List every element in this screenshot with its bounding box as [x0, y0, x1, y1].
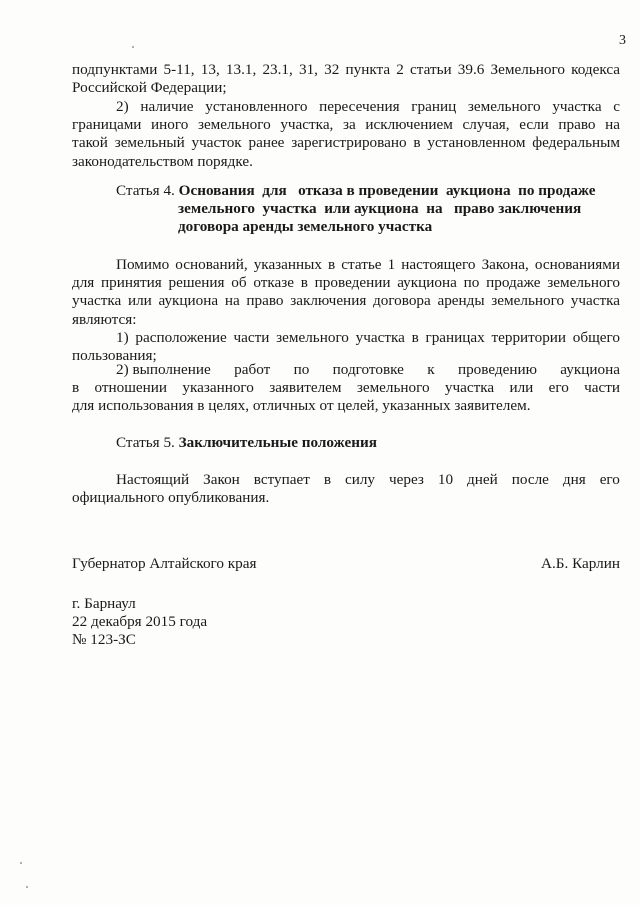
- article4-title-line3: договора аренды земельного участка: [178, 218, 433, 236]
- text-line: официального опубликования.: [72, 489, 270, 507]
- signatory-position: Губернатор Алтайского края: [72, 555, 257, 572]
- article4-title-line2: земельного участка или аукциона на право заключения: [178, 200, 582, 218]
- word: дня: [562, 471, 586, 488]
- article4-item1: [72, 329, 620, 365]
- article4-item2-line1: [72, 361, 620, 379]
- word: работ: [234, 361, 271, 378]
- word: через: [389, 471, 424, 488]
- city: г. Барнаул: [72, 595, 136, 612]
- text-line: Помимо оснований, указанных в статье 1 настоящего Закона, основаниями: [116, 256, 620, 273]
- text-line: такой земельный участок ранее зарегистрировано в установленном федеральным: [72, 134, 620, 152]
- text-line: участка или аукциона на право заключения договора аренды земельного участка: [72, 292, 620, 310]
- word: Закон: [203, 471, 240, 488]
- text-line: границами иного земельного участка, за исключением случая, если право на: [72, 116, 620, 134]
- word: 2) выполнение: [116, 361, 211, 378]
- word: к: [427, 361, 435, 378]
- scan-speck: [20, 862, 22, 864]
- word: силу: [344, 471, 376, 488]
- word: Настоящий: [116, 471, 190, 488]
- text-line: для использования в целях, отличных от целей, указанных заявителем.: [72, 397, 531, 415]
- text-line: 2) наличие установленного пересечения границ земельного участка с: [116, 98, 620, 115]
- place-date-number: [72, 595, 207, 650]
- article5-title: Заключительные положения: [178, 434, 377, 451]
- scan-speck: [132, 46, 134, 48]
- article5-label: Статья 5.: [116, 434, 179, 451]
- text-line: подпунктами 5-11, 13, 13.1, 23.1, 31, 32 пункта 2 статьи 39.6 Земельного кодекса: [72, 61, 620, 78]
- word: проведению: [457, 361, 537, 378]
- text-line: 1) расположение части земельного участка в границах территории общего: [116, 329, 620, 346]
- article3-item1-end: [72, 61, 620, 97]
- article4-heading: [116, 182, 620, 237]
- article3-item2: [72, 98, 620, 171]
- word: дней: [467, 471, 498, 488]
- text-line: в отношении указанного заявителем земельного участка или его части: [72, 379, 620, 397]
- word: подготовке: [332, 361, 404, 378]
- article4-intro: [72, 256, 620, 329]
- signatory-name: А.Б. Карлин: [541, 555, 620, 572]
- word: после: [511, 471, 549, 488]
- date: 22 декабря 2015 года: [72, 613, 208, 631]
- text-line: законодательством порядке.: [72, 152, 253, 170]
- article4-title-line1: Основания для отказа в проведении аукциона по продаже: [178, 182, 596, 199]
- scan-speck: [26, 886, 28, 888]
- word: его: [599, 471, 620, 488]
- law-number: № 123-ЗС: [72, 631, 136, 649]
- text-line: для принятия решения об отказе в проведении аукциона по продаже земельного: [72, 274, 620, 292]
- article5-text-line1: [72, 471, 620, 489]
- article5-heading: [116, 434, 377, 452]
- word: в: [323, 471, 332, 488]
- word: вступает: [253, 471, 310, 488]
- word: аукциона: [560, 361, 620, 378]
- text-line: пользования;: [72, 347, 157, 365]
- word: 10: [437, 471, 454, 488]
- article4-item2: [72, 361, 620, 416]
- article5-text: [72, 471, 620, 507]
- page-number: 3: [619, 33, 626, 48]
- text-line: Российской Федерации;: [72, 79, 227, 97]
- text-line: являются:: [72, 310, 137, 328]
- word: по: [293, 361, 310, 378]
- article4-label: Статья 4.: [116, 182, 179, 199]
